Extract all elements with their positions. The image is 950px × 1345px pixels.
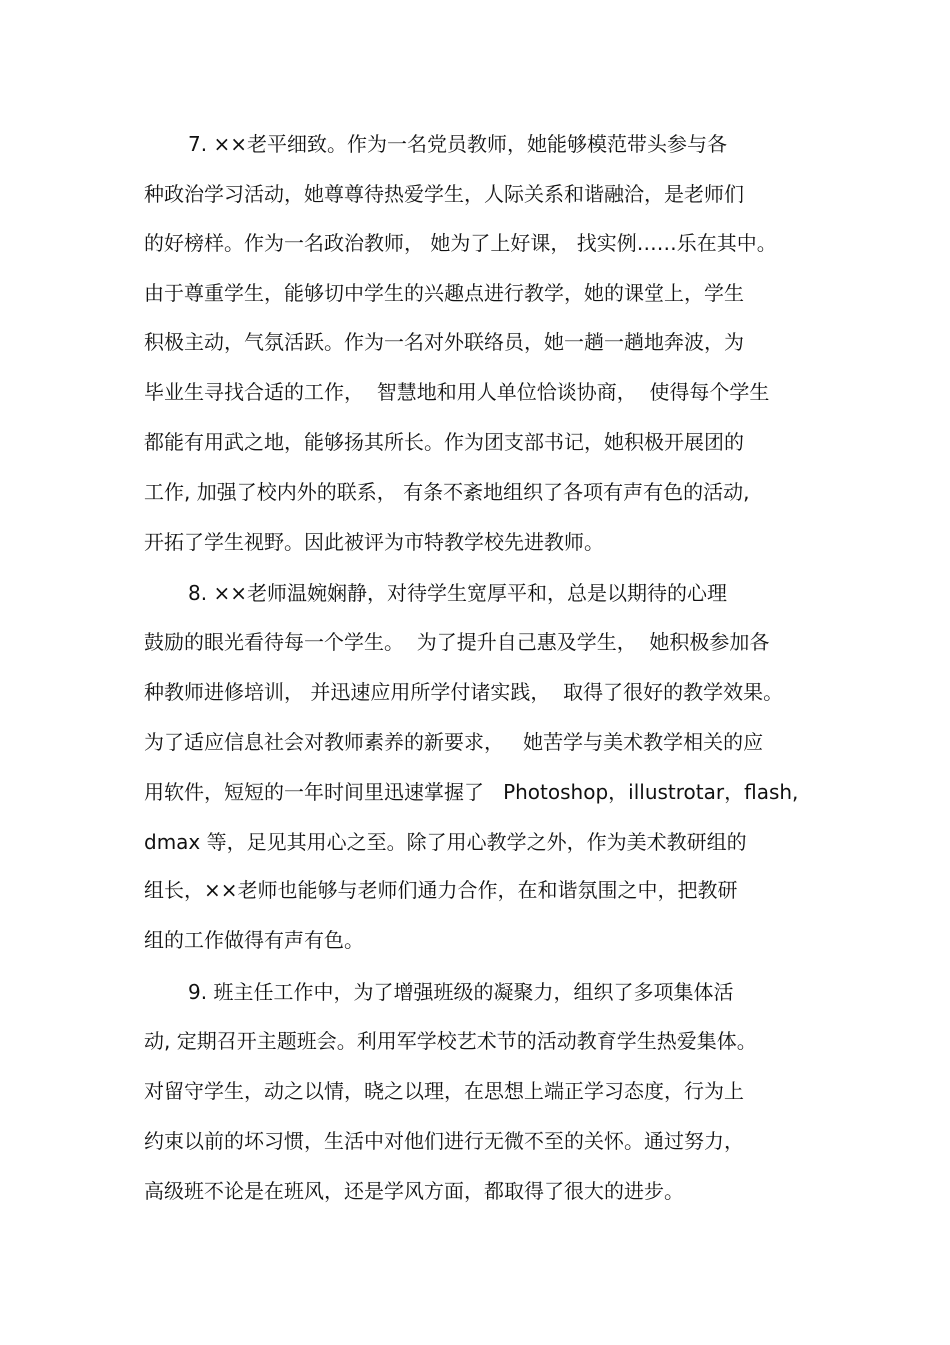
paragraph-7-line-9: 开拓了学生视野。因此被评为市特教学校先进教师。: [144, 530, 604, 554]
paragraph-7-line-8: 工作, 加强了校内外的联系， 有条不紊地组织了各项有声有色的活动,: [144, 480, 750, 504]
paragraph-7-line-7: 都能有用武之地，能够扬其所长。作为团支部书记，她积极开展团的: [144, 430, 744, 454]
paragraph-7-line-6: 毕业生寻找合适的工作， 智慧地和用人单位恰谈协商， 使得每个学生: [144, 380, 770, 404]
paragraph-9-line-5: 高级班不论是在班风，还是学风方面，都取得了很大的进步。: [144, 1179, 684, 1203]
paragraph-7-line-4: 由于尊重学生，能够切中学生的兴趣点进行教学，她的课堂上，学生: [144, 281, 744, 305]
paragraph-9-line-1: 9. 班主任工作中，为了增强班级的凝聚力，组织了多项集体活: [188, 980, 734, 1004]
paragraph-7-line-2: 种政治学习活动，她尊尊待热爱学生，人际关系和谐融洽，是老师们: [144, 182, 744, 206]
paragraph-7-line-3: 的好榜样。作为一名政治教师， 她为了上好课， 找实例……乐在其中。: [144, 231, 777, 255]
paragraph-8-line-6: dmax 等，足见其用心之至。除了用心教学之外，作为美术教研组的: [144, 830, 747, 854]
paragraph-8-line-1: 8. ××老师温婉娴静，对待学生宽厚平和，总是以期待的心理: [188, 581, 727, 605]
paragraph-8-line-2: 鼓励的眼光看待每一个学生。 为了提升自己惠及学生， 她积极参加各: [144, 630, 770, 654]
paragraph-8-line-4: 为了适应信息社会对教师素养的新要求， 她苦学与美术教学相关的应: [144, 730, 764, 754]
paragraph-7-line-1: 7. ××老平细致。作为一名党员教师，她能够模范带头参与各: [188, 132, 727, 156]
paragraph-9-line-2: 动, 定期召开主题班会。利用军学校艺术节的活动教育学生热爱集体。: [144, 1029, 757, 1053]
paragraph-8-line-7: 组长，××老师也能够与老师们通力合作，在和谐氛围之中，把教研: [144, 878, 738, 902]
paragraph-8-line-5: 用软件，短短的一年时间里迅速掌握了 Photoshop，illustrotar，flash,: [144, 780, 799, 804]
paragraph-9-line-4: 约束以前的坏习惯，生活中对他们进行无微不至的关怀。通过努力，: [144, 1129, 744, 1153]
paragraph-7-line-5: 积极主动，气氛活跃。作为一名对外联络员，她一趟一趟地奔波，为: [144, 330, 744, 354]
paragraph-9-line-3: 对留守学生，动之以情，晓之以理，在思想上端正学习态度，行为上: [144, 1079, 744, 1103]
paragraph-8-line-8: 组的工作做得有声有色。: [144, 928, 364, 952]
paragraph-8-line-3: 种教师进修培训， 并迅速应用所学付诸实践， 取得了很好的教学效果。: [144, 680, 784, 704]
